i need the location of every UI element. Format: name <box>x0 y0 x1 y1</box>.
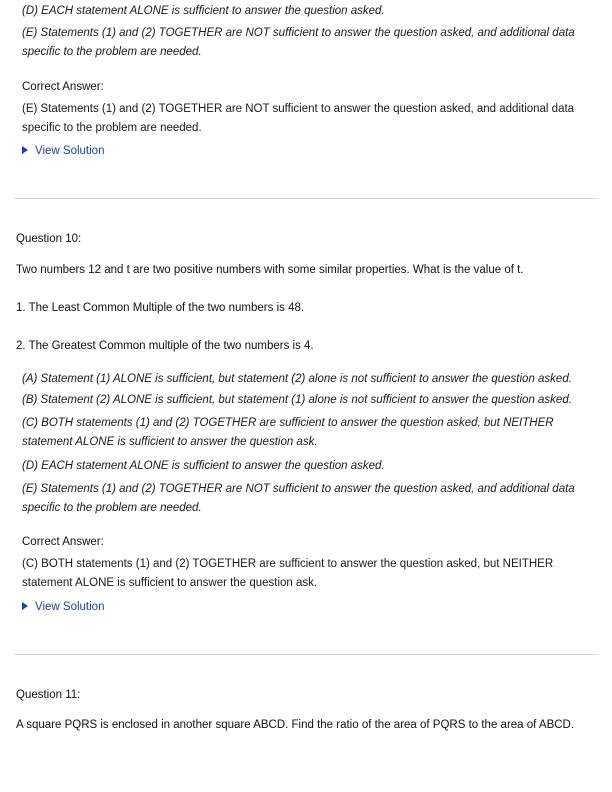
question-10-option-b: (B) Statement (2) ALONE is sufficient, but statement (1) alone is not sufficient to answer the question asked. <box>22 394 572 406</box>
question-11-text: A square PQRS is enclosed in another square ABCD. Find the ratio of the area of PQRS to the area of ABCD. <box>16 719 575 731</box>
divider <box>14 654 598 655</box>
divider <box>14 198 598 199</box>
question-10-option-d: (D) EACH statement ALONE is sufficient to answer the question asked. <box>22 460 385 472</box>
prev-correct-answer-label: Correct Answer: <box>22 81 104 93</box>
question-10-correct-answer-label: Correct Answer: <box>22 536 104 548</box>
question-10-text: Two numbers 12 and t are two positive numbers with some similar properties. What is the value of t. <box>16 264 524 276</box>
question-10-statement-1: 1. The Least Common Multiple of the two numbers is 48. <box>16 302 305 314</box>
question-10-view-solution-label: View Solution <box>35 601 105 613</box>
question-10-option-c: (C) BOTH statements (1) and (2) TOGETHER are sufficient to answer the question asked, but NEITHER statement ALONE is sufficient to answer the question ask. <box>22 417 554 448</box>
question-11-heading: Question 11: <box>16 689 81 701</box>
prev-view-solution-link[interactable] <box>22 143 104 159</box>
question-10-correct-answer: (C) BOTH statements (1) and (2) TOGETHER are sufficient to answer the question asked, but NEITHER statement ALONE is sufficient to answer the question ask. <box>22 558 554 589</box>
question-10-view-solution-link[interactable] <box>22 599 104 615</box>
question-10-option-a: (A) Statement (1) ALONE is sufficient, but statement (2) alone is not sufficient to answer the question asked. <box>22 373 572 385</box>
question-10-heading: Question 10: <box>16 233 82 245</box>
prev-option-d: (D) EACH statement ALONE is sufficient to answer the question asked. <box>22 5 385 17</box>
prev-view-solution-label: View Solution <box>35 145 105 157</box>
triangle-right-icon <box>22 146 28 154</box>
question-10-statement-2: 2. The Greatest Common multiple of the two numbers is 4. <box>16 340 314 352</box>
triangle-right-icon <box>22 602 28 610</box>
prev-option-e: (E) Statements (1) and (2) TOGETHER are NOT sufficient to answer the question asked, and additional data specific to the problem are needed. <box>22 27 575 58</box>
prev-correct-answer: (E) Statements (1) and (2) TOGETHER are NOT sufficient to answer the question asked, and additional data specific to the problem are needed. <box>22 103 575 134</box>
question-10-option-e: (E) Statements (1) and (2) TOGETHER are NOT sufficient to answer the question asked, and additional data specific to the problem are needed. <box>22 483 575 514</box>
